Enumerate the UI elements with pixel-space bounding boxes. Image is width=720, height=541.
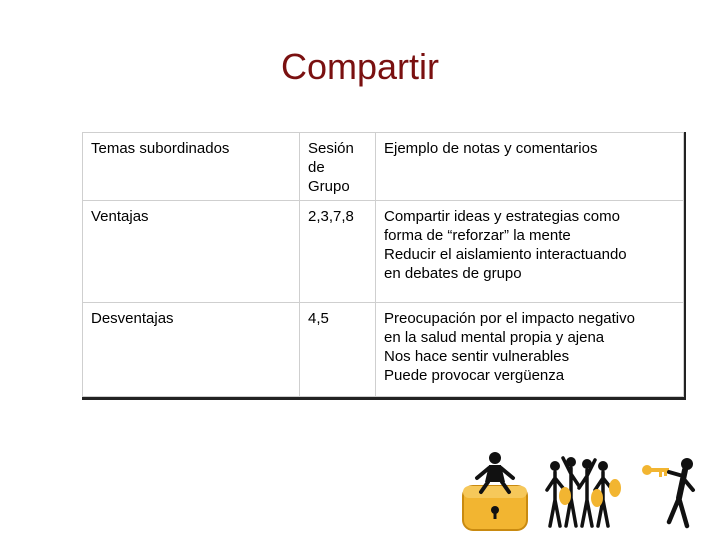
row-sesion: 2,3,7,8 [300,201,376,303]
row-sesion: 4,5 [300,303,376,397]
row-tema: Ventajas [83,201,300,303]
header-ejemplo: Ejemplo de notas y comentarios [376,133,684,201]
table-row [83,303,684,397]
topics-table [82,132,684,397]
group-of-people-icon [547,457,621,526]
table-row [83,201,684,303]
row-ejemplo: Compartir ideas y estrategias como forma de “reforzar” la mente Reducir el aislamiento interactuando en debates de grupo [376,201,684,303]
header-temas: Temas subordinados [83,133,300,201]
slide-title: Compartir [280,46,440,87]
row-ejemplo: Preocupación por el impacto negativo en la salud mental propia y ajena Nos hace sentir vulnerables Puede provocar vergüenza [376,303,684,397]
row-tema: Desventajas [83,303,300,397]
table-header-row [83,133,684,201]
header-sesion: Sesión de Grupo [300,133,376,201]
key-holder-figure-icon [642,458,693,526]
illustration-art [455,448,705,536]
topics-table-frame [82,132,686,400]
treasure-chest-figure-icon [463,452,527,530]
illustration [455,448,705,536]
